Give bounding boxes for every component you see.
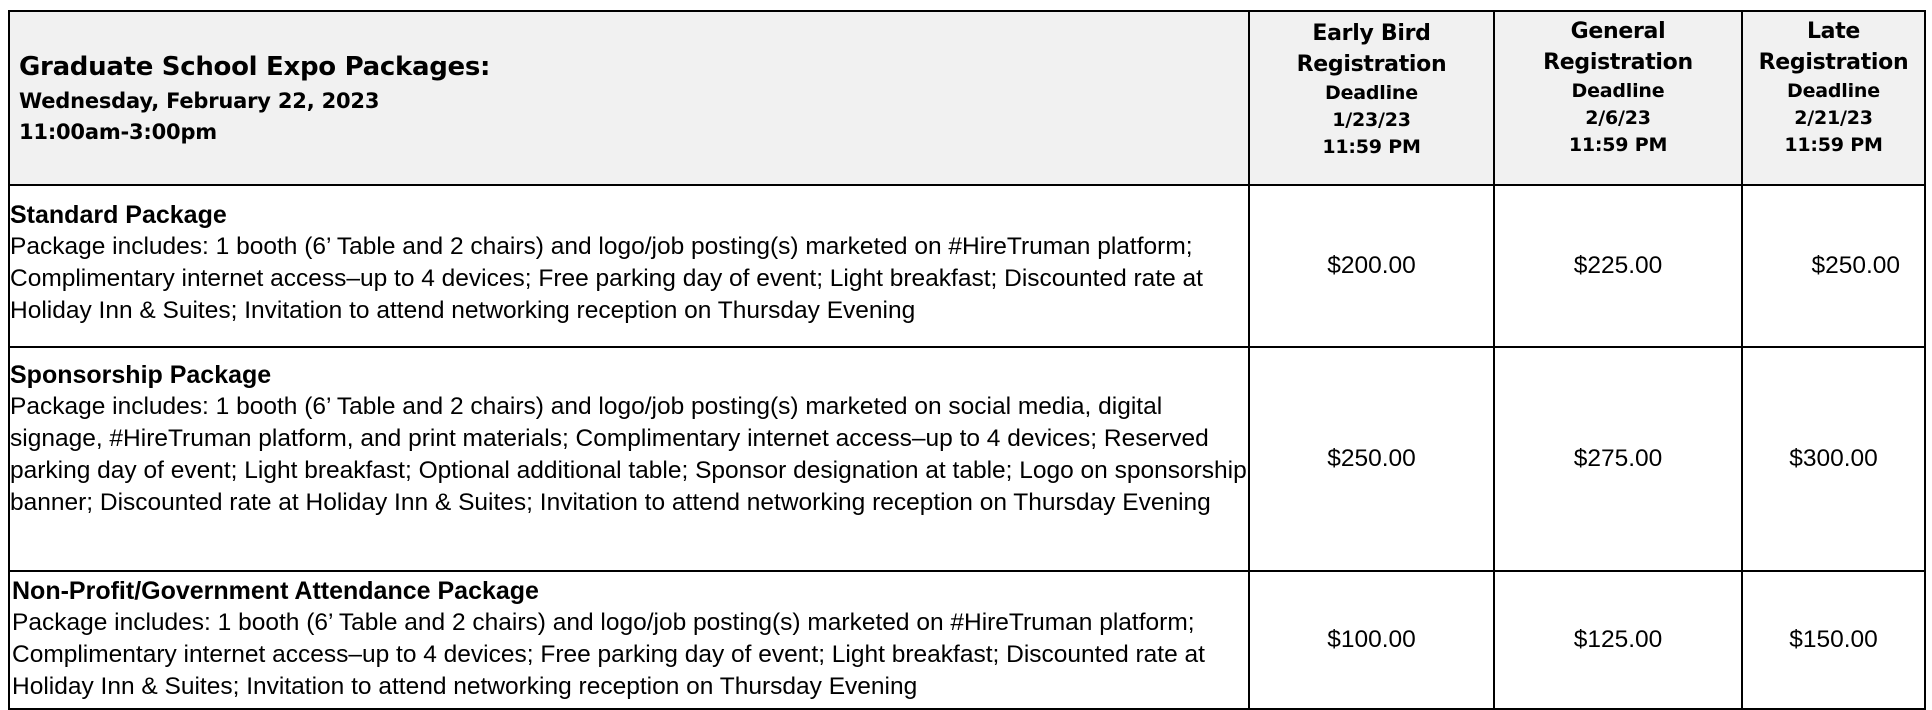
general-price: $225.00 (1494, 185, 1742, 347)
general-header-time: 11:59 PM (1568, 134, 1668, 156)
package-description: Package includes: 1 booth (6’ Table and 2 chairs) and logo/job posting(s) marketed on #HireTruman platform; Complimentary internet access–up to 4 devices; Free parking day of event; Light breakfast; Discounted rate at Holiday Inn & Suites; Invitation to attend networking reception on Thursday Evening (12, 609, 1205, 700)
general-header-line2: Deadline (1571, 80, 1665, 102)
header-row (9, 11, 1925, 185)
early-bird-header (1249, 11, 1494, 185)
event-time: 11:00am-3:00pm (19, 120, 217, 144)
package-name: Sponsorship Package (10, 361, 272, 389)
late-registration-header (1742, 11, 1925, 185)
event-date: Wednesday, February 22, 2023 (19, 89, 380, 113)
general-registration-header (1494, 11, 1742, 185)
early-bird-header-line3: Deadline (1325, 82, 1418, 104)
early-bird-header-line1: Early Bird (1312, 21, 1431, 46)
late-price: $300.00 (1742, 347, 1925, 571)
package-description: Package includes: 1 booth (6’ Table and 2 chairs) and logo/job posting(s) marketed on social media, digital signage, #HireTruman platform, and print materials; Complimentary internet access–up to 4 devices; Reserved parking day of event; Light breakfast; Optional additional table; Sponsor designation at table; Logo on sponsorship banner; Discounted rate at Holiday Inn & Suites; Invitation to attend networking reception on Thursday Evening (10, 393, 1247, 516)
late-header-date: 2/21/23 (1794, 107, 1873, 129)
general-price: $275.00 (1494, 347, 1742, 571)
early-bird-price: $200.00 (1249, 185, 1494, 347)
general-header-date: 2/6/23 (1585, 107, 1651, 129)
early-bird-price: $100.00 (1249, 571, 1494, 709)
early-bird-header-date: 1/23/23 (1332, 109, 1411, 131)
early-bird-header-time: 11:59 PM (1322, 136, 1421, 158)
late-price: $250.00 (1742, 185, 1925, 347)
table-row (9, 347, 1925, 571)
late-header-time: 11:59 PM (1784, 134, 1883, 156)
table-title: Graduate School Expo Packages: (19, 52, 491, 82)
table-row (9, 571, 1925, 709)
late-header-line3: Deadline (1787, 80, 1880, 102)
late-header-line1: Late (1806, 19, 1861, 44)
package-description-cell (9, 571, 1249, 709)
expo-packages-table (8, 10, 1926, 710)
late-header-line2: Registration (1758, 50, 1909, 75)
early-bird-header-line2: Registration (1296, 52, 1447, 77)
early-bird-price: $250.00 (1249, 347, 1494, 571)
package-description-cell (9, 347, 1249, 571)
general-price: $125.00 (1494, 571, 1742, 709)
package-description: Package includes: 1 booth (6’ Table and 2 chairs) and logo/job posting(s) marketed on #HireTruman platform; Complimentary internet access–up to 4 devices; Free parking day of event; Light breakfast; Discounted rate at Holiday Inn & Suites; Invitation to attend networking reception on Thursday Evening (10, 233, 1203, 324)
package-name: Standard Package (10, 201, 227, 229)
table-title-cell (9, 11, 1249, 185)
package-description-cell (9, 185, 1249, 347)
table-row (9, 185, 1925, 347)
general-header-line1: General Registration (1543, 19, 1693, 75)
package-name: Non-Profit/Government Attendance Package (12, 577, 539, 605)
late-price: $150.00 (1742, 571, 1925, 709)
